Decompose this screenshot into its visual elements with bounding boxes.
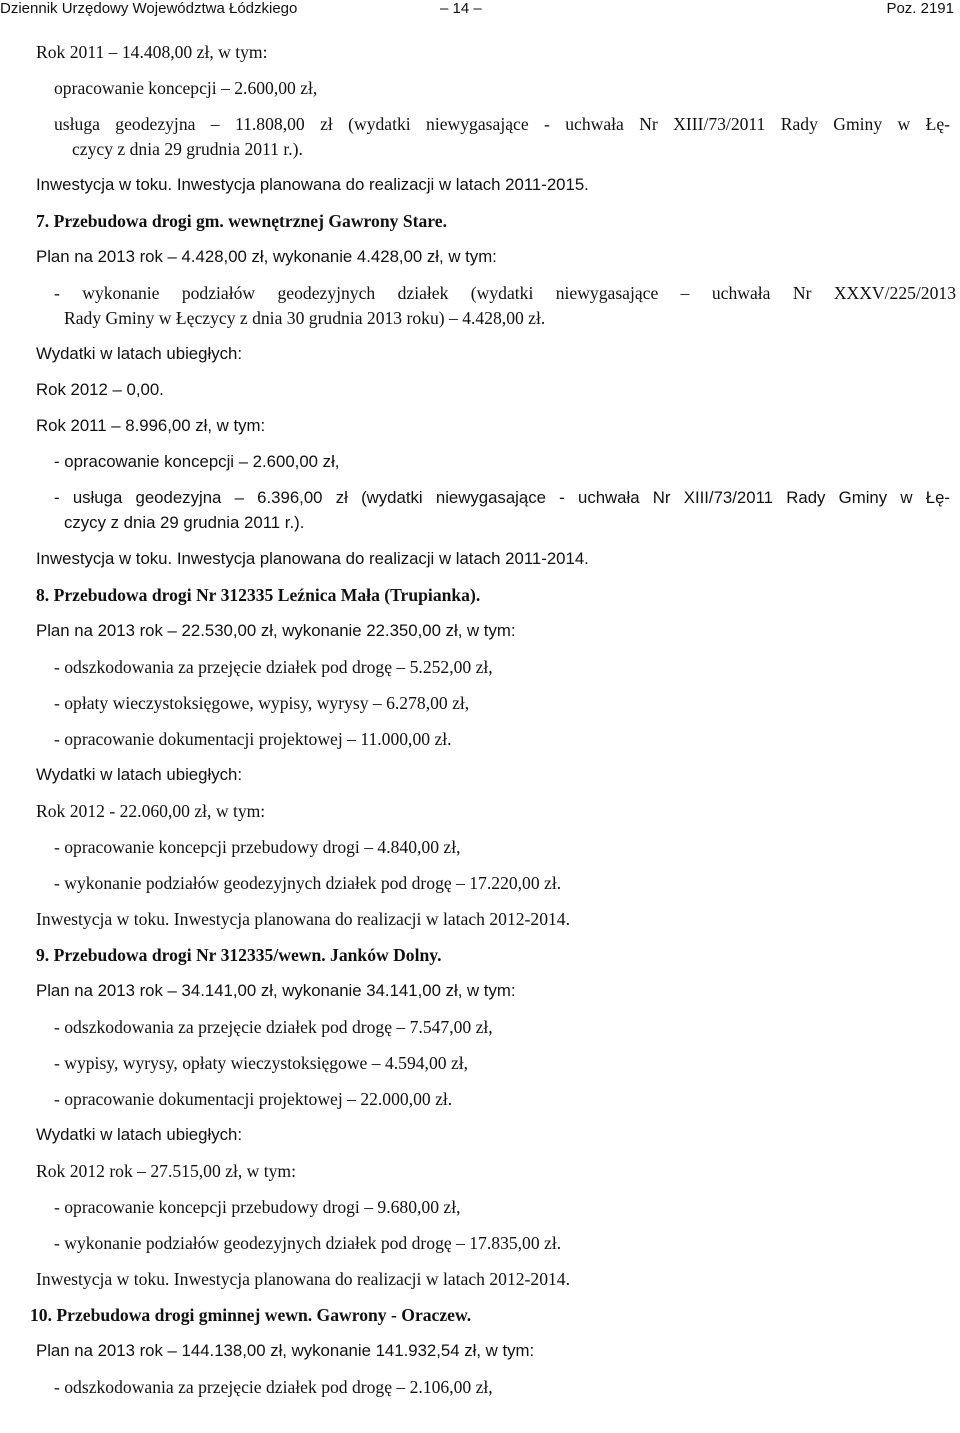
section-heading: 8. Przebudowa drogi Nr 312335 Leźnica Mała (Trupianka).	[36, 585, 481, 605]
text-line: usługa geodezyjna – 11.808,00 zł (wydatki niewygasające - uchwała Nr XIII/73/2011 Rady Gminy w Łę-	[54, 114, 950, 134]
text-line: opracowanie koncepcji – 2.600,00 zł,	[54, 78, 318, 98]
text-line: Wydatki w latach ubiegłych:	[36, 765, 242, 784]
text-line: czycy z dnia 29 grudnia 2011 r.).	[72, 139, 303, 159]
text-line: - opracowanie koncepcji – 2.600,00 zł,	[54, 452, 340, 471]
text-line: Plan na 2013 rok – 4.428,00 zł, wykonanie 4.428,00 zł, w tym:	[36, 247, 497, 266]
text-line: - usługa geodezyjna – 6.396,00 zł (wydatki niewygasające - uchwała Nr XIII/73/2011 Rady Gminy w Łę-	[54, 488, 950, 507]
text-line: - wypisy, wyrysy, opłaty wieczystoksięgowe – 4.594,00 zł,	[54, 1053, 469, 1073]
text-line: Rok 2012 – 0,00.	[36, 380, 164, 399]
text-line: - opłaty wieczystoksięgowe, wypisy, wyrysy – 6.278,00 zł,	[54, 693, 470, 713]
text-line: Rok 2011 – 14.408,00 zł, w tym:	[36, 42, 268, 62]
text-line: Inwestycja w toku. Inwestycja planowana do realizacji w latach 2012-2014.	[36, 909, 570, 929]
page-number: – 14 –	[440, 0, 482, 17]
text-line: - opracowanie koncepcji przebudowy drogi – 9.680,00 zł,	[54, 1197, 461, 1217]
section-heading: 9. Przebudowa drogi Nr 312335/wewn. Janków Dolny.	[36, 945, 442, 965]
text-line: Rok 2012 - 22.060,00 zł, w tym:	[36, 801, 266, 821]
text-line: Rok 2011 – 8.996,00 zł, w tym:	[36, 416, 266, 435]
text-line: Plan na 2013 rok – 144.138,00 zł, wykonanie 141.932,54 zł, w tym:	[36, 1341, 535, 1360]
text-line: Plan na 2013 rok – 22.530,00 zł, wykonanie 22.350,00 zł, w tym:	[36, 621, 516, 640]
text-line: - odszkodowania za przejęcie działek pod drogę – 5.252,00 zł,	[54, 657, 493, 677]
text-line: - opracowanie koncepcji przebudowy drogi – 4.840,00 zł,	[54, 837, 461, 857]
text-line: - wykonanie podziałów geodezyjnych działek (wydatki niewygasające – uchwała Nr XXXV/225/2013	[54, 283, 956, 303]
text-line: - opracowanie dokumentacji projektowej – 11.000,00 zł.	[54, 729, 452, 749]
journal-title: Dziennik Urzędowy Województwa Łódzkiego	[0, 0, 298, 17]
text-line: - odszkodowania za przejęcie działek pod drogę – 2.106,00 zł,	[54, 1377, 493, 1397]
text-line: czycy z dnia 29 grudnia 2011 r.).	[64, 513, 305, 532]
text-line: - wykonanie podziałów geodezyjnych działek pod drogę – 17.220,00 zł.	[54, 873, 562, 893]
text-line: Inwestycja w toku. Inwestycja planowana do realizacji w latach 2011-2015.	[36, 175, 589, 194]
section-heading: 10. Przebudowa drogi gminnej wewn. Gawrony - Oraczew.	[30, 1305, 472, 1325]
text-line: Inwestycja w toku. Inwestycja planowana do realizacji w latach 2012-2014.	[36, 1269, 570, 1289]
text-line: Wydatki w latach ubiegłych:	[36, 344, 242, 363]
text-line: Wydatki w latach ubiegłych:	[36, 1125, 242, 1144]
text-line: Inwestycja w toku. Inwestycja planowana do realizacji w latach 2011-2014.	[36, 549, 589, 568]
text-line: Plan na 2013 rok – 34.141,00 zł, wykonanie 34.141,00 zł, w tym:	[36, 981, 516, 1000]
text-line: - opracowanie dokumentacji projektowej – 22.000,00 zł.	[54, 1089, 453, 1109]
text-line: - odszkodowania za przejęcie działek pod drogę – 7.547,00 zł,	[54, 1017, 493, 1037]
text-line: - wykonanie podziałów geodezyjnych działek pod drogę – 17.835,00 zł.	[54, 1233, 562, 1253]
text-line: Rady Gminy w Łęczycy z dnia 30 grudnia 2013 roku) – 4.428,00 zł.	[64, 308, 546, 328]
section-heading: 7. Przebudowa drogi gm. wewnętrznej Gawrony Stare.	[36, 211, 447, 231]
text-line: Rok 2012 rok – 27.515,00 zł, w tym:	[36, 1161, 296, 1181]
position-number: Poz. 2191	[886, 0, 954, 17]
